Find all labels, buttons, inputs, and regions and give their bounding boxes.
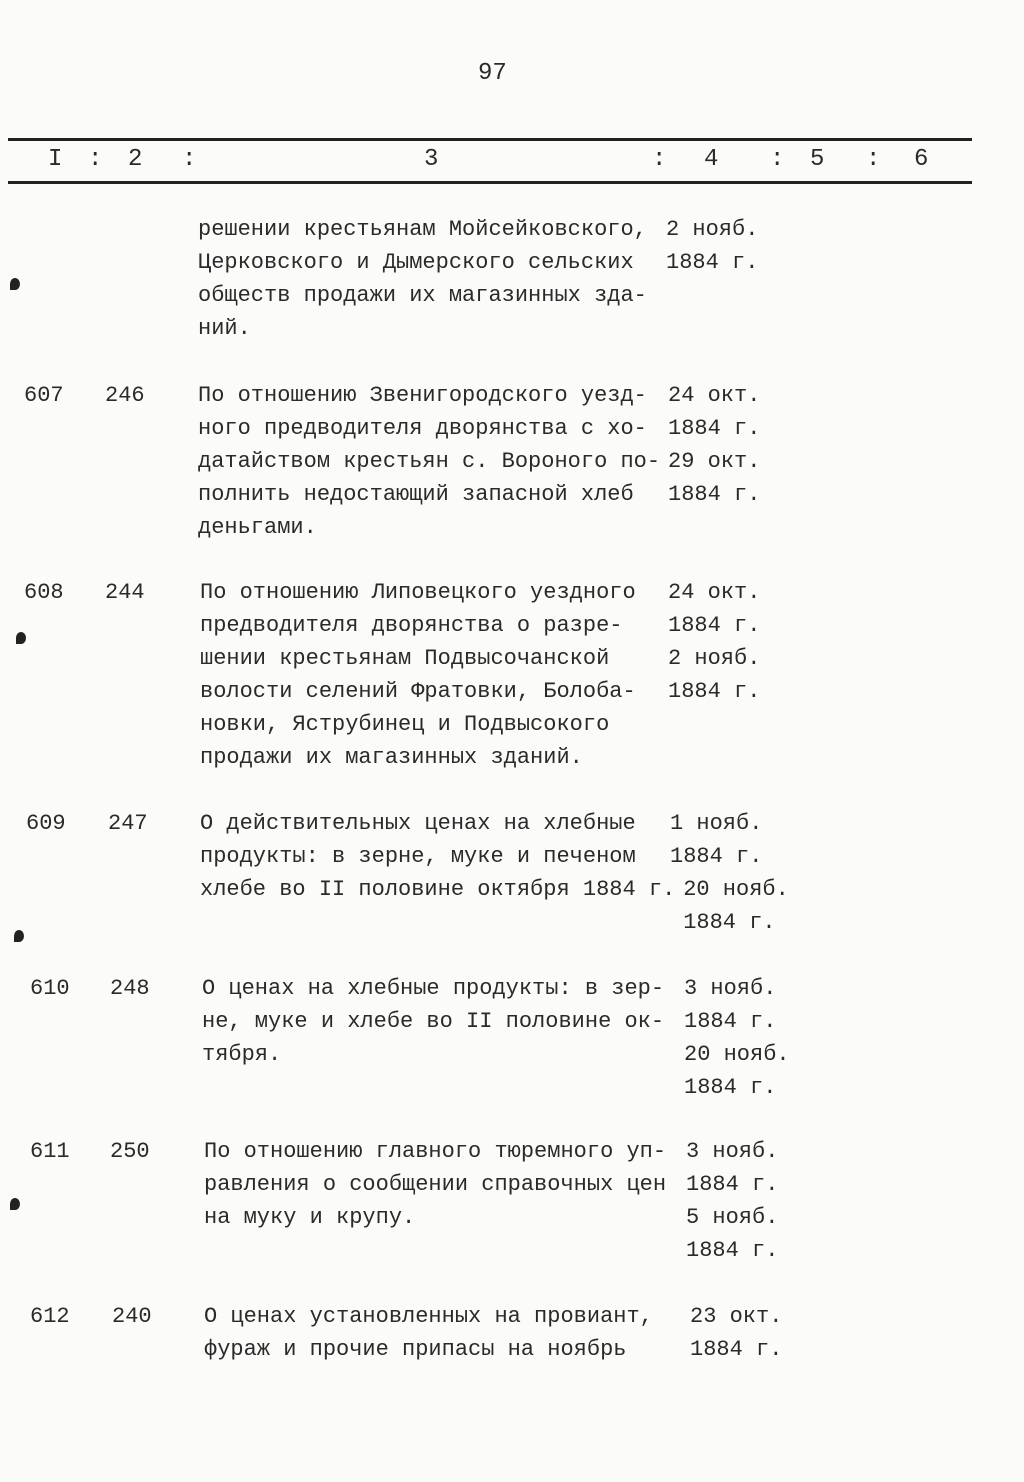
col-separator: : [652,146,667,173]
entry-number: 611 [30,1139,70,1164]
entry-description [200,576,636,774]
col-2-label: 2 [128,146,143,173]
date-line: 2 нояб. [666,217,759,242]
entry-description [204,1135,666,1234]
description-line: на муку и крупу. [204,1205,416,1230]
inventory-number: 248 [110,976,150,1001]
date-line: 1884 г. [686,1238,779,1263]
date-line: 23 окт. [690,1304,783,1329]
col-5-label: 5 [810,146,825,173]
col-4-label: 4 [704,146,719,173]
inventory-number: 240 [112,1304,152,1329]
description-line: хлебе во II половине октября 1884 г. [200,877,676,902]
description-line: фураж и прочие припасы на ноябрь [204,1337,627,1362]
punch-mark [14,930,24,942]
date-line: 1884 г. [670,910,776,935]
entry-number: 612 [30,1304,70,1329]
inventory-number: 247 [108,811,148,836]
description-line: ного предводителя дворянства с хо- [198,416,647,441]
col-separator: : [88,146,103,173]
col-separator: : [770,146,785,173]
description-line: продукты: в зерне, муке и печеном [200,844,636,869]
description-line: ний. [198,316,251,341]
description-line: Церковского и Дымерского сельских [198,250,634,275]
description-line: датайством крестьян с. Вороного по- [198,449,661,474]
date-line: 2 нояб. [668,646,761,671]
inventory-number: 246 [105,383,145,408]
entry-dates [668,379,760,511]
entry-number: 607 [24,383,64,408]
date-line: 24 окт. [668,580,761,605]
col-1-label: I [48,146,63,173]
description-line: предводителя дворянства о разре- [200,613,623,638]
header-bottom-rule [8,181,972,184]
punch-mark [10,278,20,290]
entry-dates [670,807,789,939]
date-line: 20 нояб. [684,1042,790,1067]
col-3-label: 3 [424,146,439,173]
entry-dates [690,1300,782,1366]
date-line: 1884 г. [684,1009,777,1034]
date-line: 1884 г. [690,1337,783,1362]
inventory-number: 244 [105,580,145,605]
punch-mark [10,1198,20,1210]
description-line: О ценах установленных на провиант, [204,1304,653,1329]
date-line: 24 окт. [668,383,761,408]
entry-dates [684,972,790,1104]
description-line: О ценах на хлебные продукты: в зер- [202,976,665,1001]
entry-description [204,1300,653,1366]
header-top-rule [8,138,972,141]
description-line: шении крестьянам Подвысочанской [200,646,610,671]
page-number: 97 [478,60,507,87]
description-line: обществ продажи их магазинных зда- [198,283,647,308]
date-line: 1884 г. [668,416,761,441]
date-line: 1884 г. [684,1075,777,1100]
description-line: тября. [202,1042,282,1067]
description-line: деньгами. [198,515,317,540]
entry-dates [668,576,760,708]
description-line: продажи их магазинных зданий. [200,745,583,770]
col-separator: : [182,146,197,173]
date-line: 29 окт. [668,449,761,474]
description-line: полнить недостающий запасной хлеб [198,482,634,507]
entry-number: 610 [30,976,70,1001]
entry-number: 609 [26,811,66,836]
description-line: По отношению Липовецкого уездного [200,580,636,605]
description-line: О действительных ценах на хлебные [200,811,636,836]
description-line: не, муке и хлебе во II половине ок- [202,1009,665,1034]
punch-mark [16,632,26,644]
date-line: 5 нояб. [686,1205,779,1230]
description-line: По отношению Звенигородского уезд- [198,383,647,408]
entry-dates [666,213,758,279]
description-line: решении крестьянам Мойсейковского, [198,217,647,242]
description-line: равления о сообщении справочных цен [204,1172,667,1197]
date-line: 1884 г. [668,679,761,704]
description-line: По отношению главного тюремного уп- [204,1139,667,1164]
col-separator: : [866,146,881,173]
entry-description [198,213,647,345]
entry-description [198,379,660,544]
date-line: 20 нояб. [670,877,789,902]
entry-description [202,972,664,1071]
inventory-number: 250 [110,1139,150,1164]
date-line: 1 нояб. [670,811,763,836]
date-line: 3 нояб. [686,1139,779,1164]
date-line: 1884 г. [668,482,761,507]
date-line: 1884 г. [670,844,763,869]
entry-description [200,807,675,906]
description-line: волости селений Фратовки, Болоба- [200,679,636,704]
col-6-label: 6 [914,146,929,173]
date-line: 1884 г. [666,250,759,275]
date-line: 1884 г. [686,1172,779,1197]
entry-number: 608 [24,580,64,605]
date-line: 3 нояб. [684,976,777,1001]
entry-dates [686,1135,778,1267]
description-line: новки, Яструбинец и Подвысокого [200,712,610,737]
date-line: 1884 г. [668,613,761,638]
